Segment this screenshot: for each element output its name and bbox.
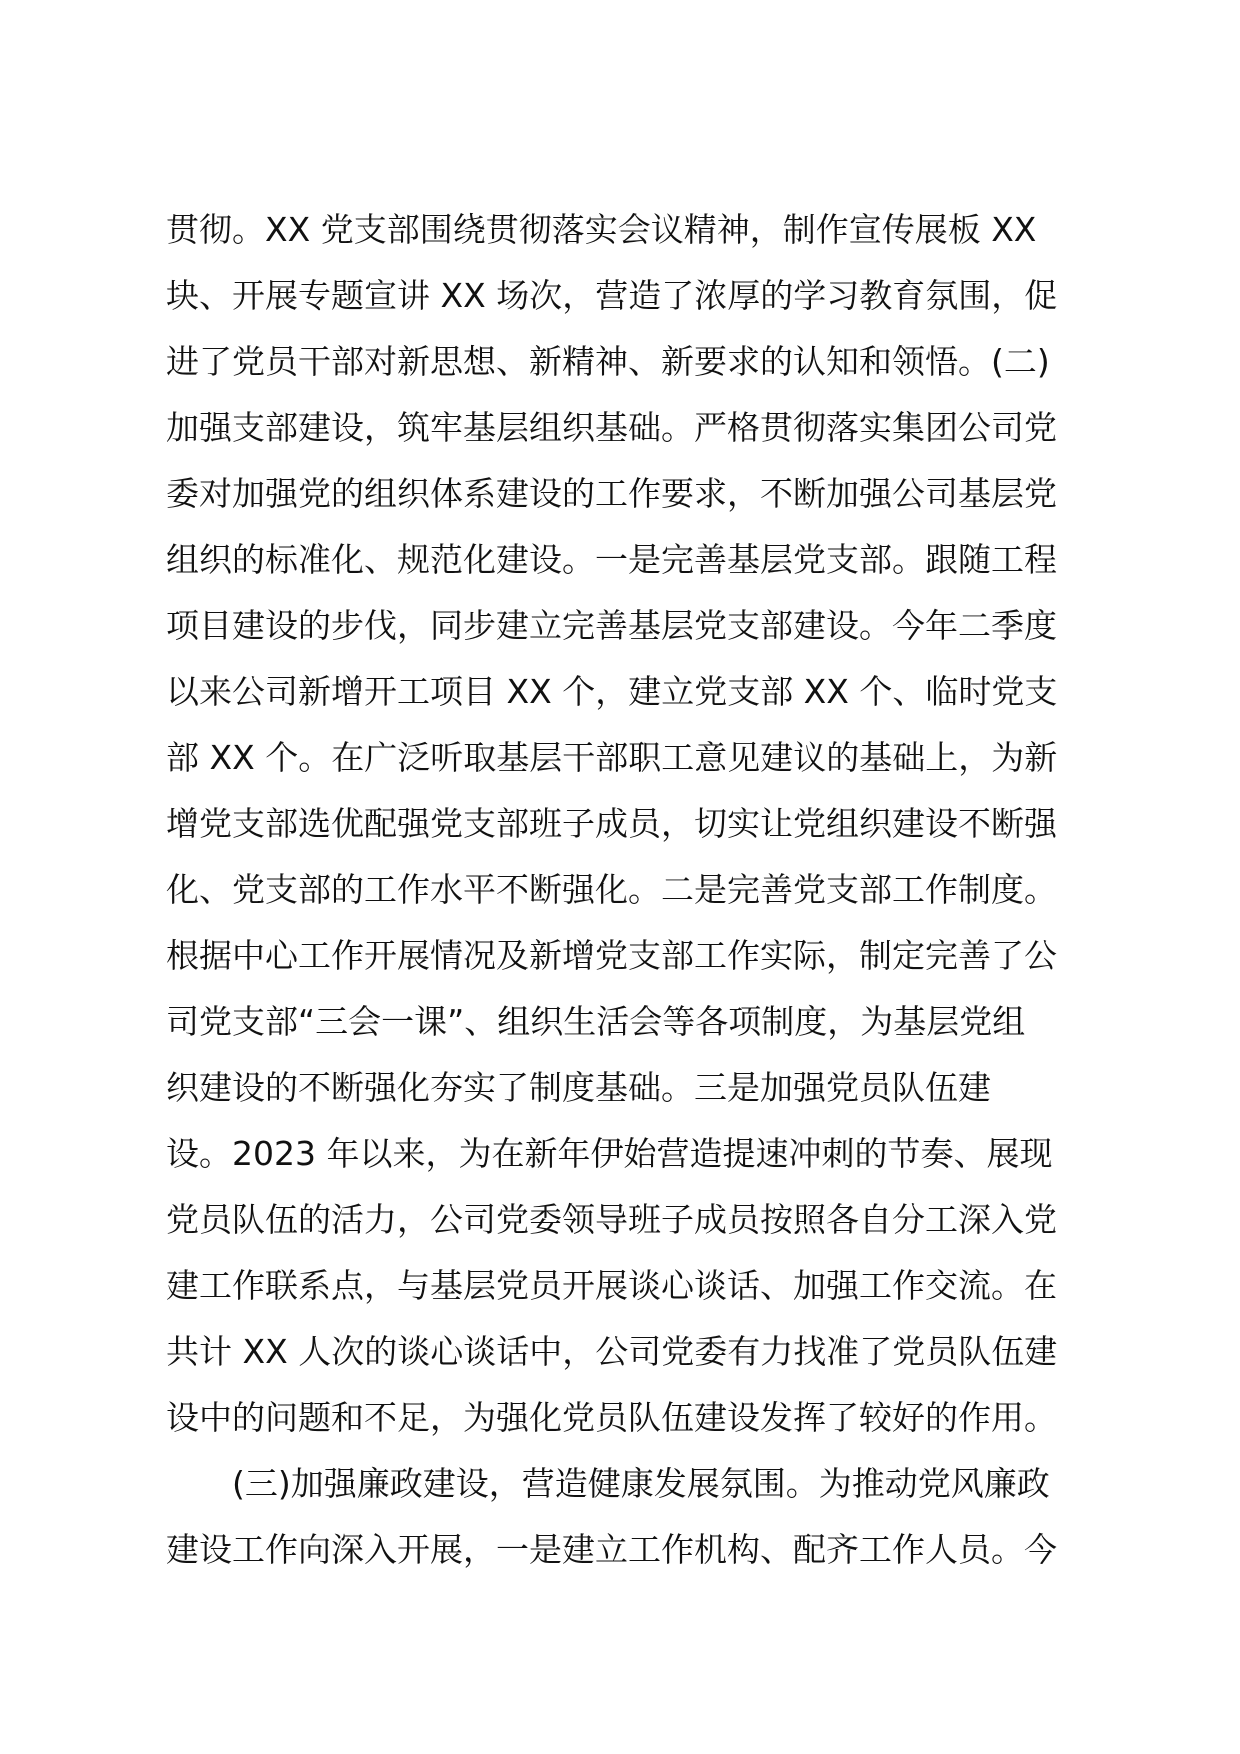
- text-line: 块、开展专题宣讲 XX 场次，营造了浓厚的学习教育氛围，促: [166, 276, 1058, 315]
- text-line: 织建设的不断强化夯实了制度基础。三是加强党员队伍建: [166, 1068, 991, 1107]
- text-line: 部 XX 个。在广泛听取基层干部职工意见建议的基础上，为新: [166, 738, 1058, 777]
- text-line: 建设工作向深入开展，一是建立工作机构、配齐工作人员。今: [166, 1530, 1057, 1569]
- text-line: 党员队伍的活力，公司党委领导班子成员按照各自分工深入党: [166, 1200, 1057, 1239]
- text-line: 贯彻。XX 党支部围绕贯彻落实会议精神，制作宣传展板 XX: [166, 210, 1037, 249]
- text-line: 司党支部“三会一课”、组织生活会等各项制度，为基层党组: [166, 1002, 1026, 1041]
- text-line: 委对加强党的组织体系建设的工作要求，不断加强公司基层党: [166, 474, 1057, 513]
- text-line: 共计 XX 人次的谈心谈话中，公司党委有力找准了党员队伍建: [166, 1332, 1058, 1371]
- text-line: 加强支部建设，筑牢基层组织基础。严格贯彻落实集团公司党: [166, 408, 1057, 447]
- paragraph-start-line: (三)加强廉政建设，营造健康发展氛围。为推动党风廉政: [232, 1464, 1050, 1503]
- text-line: 化、党支部的工作水平不断强化。二是完善党支部工作制度。: [166, 870, 1057, 909]
- text-line: 进了党员干部对新思想、新精神、新要求的认知和领悟。(二): [166, 342, 1050, 381]
- text-line: 设中的问题和不足，为强化党员队伍建设发挥了较好的作用。: [166, 1398, 1057, 1437]
- text-line: 以来公司新增开工项目 XX 个，建立党支部 XX 个、临时党支: [166, 672, 1058, 711]
- text-line: 项目建设的步伐，同步建立完善基层党支部建设。今年二季度: [166, 606, 1057, 645]
- text-line: 根据中心工作开展情况及新增党支部工作实际，制定完善了公: [166, 936, 1057, 975]
- text-line: 增党支部选优配强党支部班子成员，切实让党组织建设不断强: [166, 804, 1057, 843]
- body-text: [166, 197, 1086, 1583]
- text-line: 设。2023 年以来，为在新年伊始营造提速冲刺的节奏、展现: [166, 1134, 1053, 1173]
- text-line: 建工作联系点，与基层党员开展谈心谈话、加强工作交流。在: [166, 1266, 1057, 1305]
- text-line: 组织的标准化、规范化建设。一是完善基层党支部。跟随工程: [166, 540, 1057, 579]
